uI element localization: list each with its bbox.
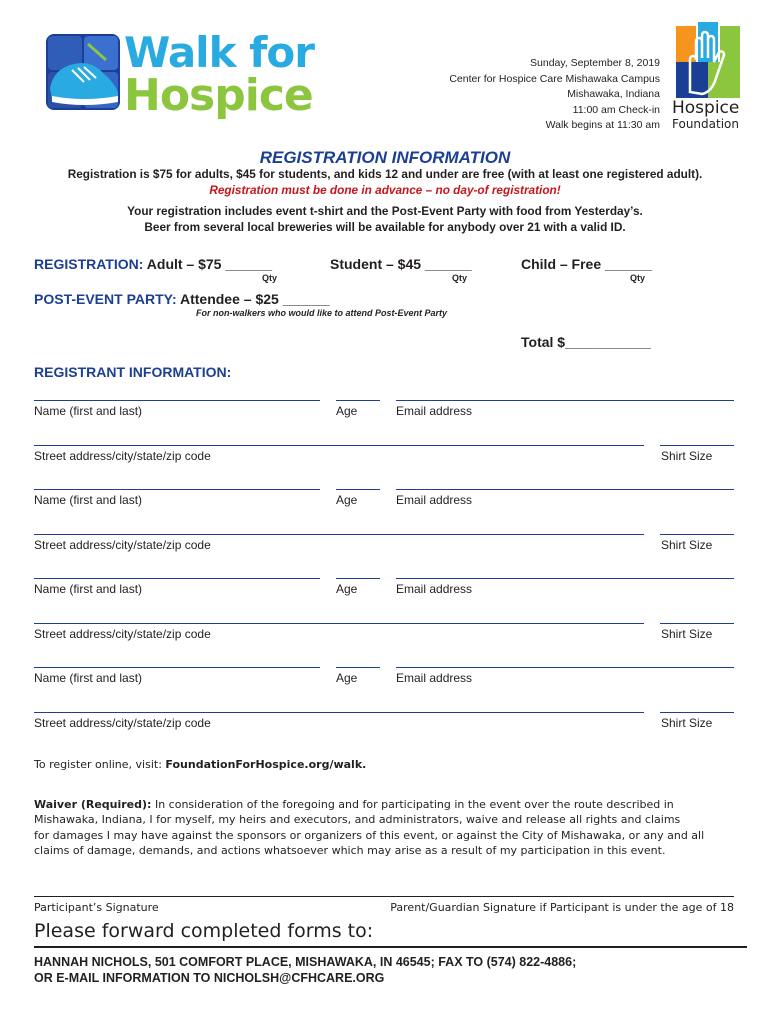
forward-heading: Please forward completed forms to: (34, 920, 374, 942)
email-label: Email address (396, 493, 473, 507)
name-input[interactable] (34, 489, 320, 490)
event-date: Sunday, September 8, 2019 (530, 57, 660, 69)
child-qty-label: Qty (630, 273, 646, 283)
includes-line1: Your registration includes event t-shirt and the Post-Event Party with food from Yesterday’s. (127, 204, 643, 218)
hospice-foundation-logo (668, 22, 750, 130)
email-label: Email address (396, 582, 473, 596)
registration-row (34, 256, 272, 272)
registration-info-title: REGISTRATION INFORMATION (259, 148, 511, 167)
address-input[interactable] (34, 445, 644, 446)
event-checkin: 11:00 am Check-in (572, 103, 660, 116)
age-input[interactable] (336, 400, 380, 401)
child-option[interactable]: Child – Free ______ (521, 256, 652, 272)
forward-divider (34, 946, 747, 948)
event-walk-start: Walk begins at 11:30 am (545, 119, 660, 132)
address-label: Street address/city/state/zip code (34, 716, 211, 730)
party-label: POST-EVENT PARTY: (34, 291, 177, 307)
guardian-signature-label: Parent/Guardian Signature if Participant is under the age of 18 (390, 901, 734, 914)
age-input[interactable] (336, 578, 380, 579)
signature-line[interactable] (34, 896, 734, 897)
student-qty-label: Qty (452, 273, 468, 283)
email-input[interactable] (396, 667, 734, 668)
age-label: Age (336, 493, 358, 507)
attendee-option[interactable]: Attendee – $25 ______ (179, 291, 330, 307)
waiver-line4: claims of damage, demands, and actions whatsoever which may arise as a result of my participation in this event. (34, 844, 666, 858)
email-label: Email address (396, 671, 473, 685)
shirt-size-label: Shirt Size (661, 449, 713, 463)
includes-line2: Beer from several local breweries will be available for anybody over 21 with a valid ID. (144, 220, 626, 234)
address-label: Street address/city/state/zip code (34, 627, 211, 641)
name-label: Name (first and last) (34, 404, 143, 418)
shirt-size-input[interactable] (660, 712, 734, 713)
address-input[interactable] (34, 712, 644, 713)
logo-title-line2: Hospice (124, 70, 313, 121)
party-row (34, 291, 329, 307)
email-input[interactable] (396, 489, 734, 490)
waiver-line1: In consideration of the foregoing and for participating in the event over the route described in (151, 798, 674, 811)
shirt-size-input[interactable] (660, 623, 734, 624)
name-input[interactable] (34, 667, 320, 668)
online-url[interactable]: FoundationForHospice.org/walk. (165, 758, 367, 771)
age-label: Age (336, 671, 358, 685)
name-input[interactable] (34, 400, 320, 401)
forward-line2: OR E-MAIL INFORMATION TO NICHOLSH@CFHCARE.ORG (34, 971, 385, 985)
waiver-text (34, 797, 744, 859)
age-label: Age (336, 404, 358, 418)
age-input[interactable] (336, 667, 380, 668)
address-input[interactable] (34, 623, 644, 624)
waiver-line2: Mishawaka, Indiana, I for myself, my heirs and executors, and administrators, waive and release all rights and claims (34, 813, 681, 827)
adult-option[interactable]: Adult – $75 ______ (146, 256, 273, 272)
name-input[interactable] (34, 578, 320, 579)
age-input[interactable] (336, 489, 380, 490)
name-label: Name (first and last) (34, 582, 143, 596)
registration-label: REGISTRATION: (34, 256, 144, 272)
event-details (449, 56, 660, 134)
shirt-size-label: Shirt Size (661, 538, 713, 552)
party-note: For non-walkers who would like to attend Post-Event Party (196, 308, 448, 318)
logo-org-line1: Hospice (672, 98, 740, 118)
hand-icon (676, 22, 742, 98)
name-label: Name (first and last) (34, 493, 143, 507)
shirt-size-label: Shirt Size (661, 716, 713, 730)
email-label: Email address (396, 404, 473, 418)
advance-notice: Registration must be done in advance – no day-of registration! (209, 183, 561, 197)
adult-qty-label: Qty (262, 273, 278, 283)
student-option[interactable]: Student – $45 ______ (330, 256, 472, 272)
address-label: Street address/city/state/zip code (34, 538, 211, 552)
waiver-line3: for damages I may have against the sponsors or organizers of this event, or against the City of Mishawaka, or any and all (34, 828, 705, 842)
name-label: Name (first and last) (34, 671, 143, 685)
email-input[interactable] (396, 578, 734, 579)
participant-signature-label: Participant’s Signature (34, 901, 159, 914)
total-field[interactable]: Total $___________ (521, 334, 651, 350)
address-input[interactable] (34, 534, 644, 535)
walk-for-hospice-logo (44, 30, 334, 122)
pricing-text: Registration is $75 for adults, $45 for students, and kids 12 and under are free (with at least one registered adult). (67, 167, 703, 181)
age-label: Age (336, 582, 358, 596)
waiver-label: Waiver (Required): (34, 798, 152, 811)
online-registration (34, 757, 366, 772)
sneaker-icon (44, 30, 124, 114)
address-label: Street address/city/state/zip code (34, 449, 211, 463)
email-input[interactable] (396, 400, 734, 401)
shirt-size-input[interactable] (660, 534, 734, 535)
event-city: Mishawaka, Indiana (567, 88, 660, 101)
online-prefix: To register online, visit: (34, 758, 166, 771)
registrant-heading: REGISTRANT INFORMATION: (34, 364, 232, 380)
shirt-size-input[interactable] (660, 445, 734, 446)
logo-title-line1: Walk for (124, 28, 314, 77)
event-venue: Center for Hospice Care Mishawaka Campus (449, 72, 660, 85)
logo-org-line2: Foundation (672, 117, 739, 131)
shirt-size-label: Shirt Size (661, 627, 713, 641)
forward-line1: HANNAH NICHOLS, 501 COMFORT PLACE, MISHAWAKA, IN 46545; FAX TO (574) 822-4886; (34, 955, 577, 969)
